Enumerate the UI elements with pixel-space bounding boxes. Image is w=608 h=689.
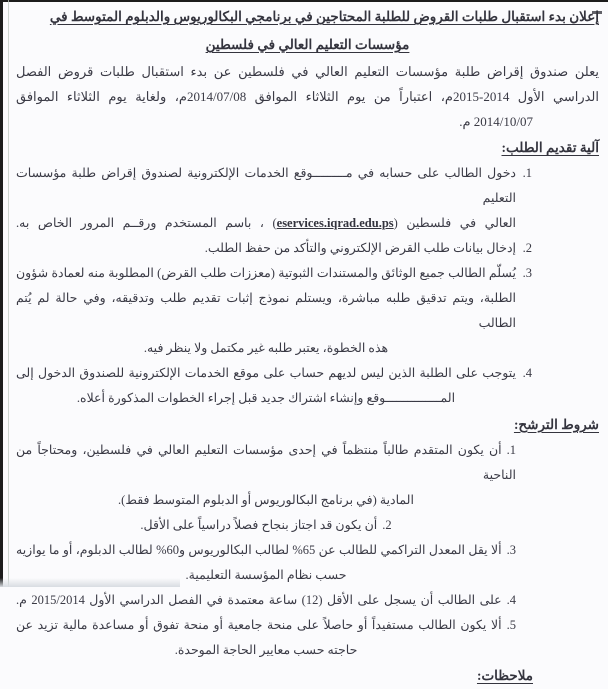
list-item-4 bbox=[16, 361, 532, 411]
list-item-3-line-3: هذه الخطوة، يعتبر طلبه غير مكتمل ولا ينظر فيه. bbox=[143, 341, 389, 355]
item-number: 3. bbox=[522, 266, 532, 280]
page-title-line-2: مؤسسات التعليم العالي في فلسطين bbox=[205, 37, 410, 52]
list-item-1-line-1: 1. دخول الطالب على حسابه في مـــــــــوقع الخدمات الإلكترونية لصندوق إقراض طلبة مؤسسات التعليم bbox=[16, 161, 516, 211]
condition-item-2 bbox=[16, 513, 516, 538]
item-number: 4. bbox=[522, 366, 532, 380]
list-item-3 bbox=[16, 261, 532, 361]
section-heading-mechanism: آلية تقديم الطلب: bbox=[501, 140, 599, 155]
condition-item-3-line-1: 3.ألا يقل المعدل التراكمي للطالب عن 65% لطالب البكالوريوس و60% لطالب الدبلوم، أو ما يوازيه bbox=[16, 543, 516, 557]
condition-item-5 bbox=[16, 613, 516, 663]
page-title-line-1: إعلان بدء استقبال طلبات القروض للطلبة المحتاجين في برنامجي البكالوريوس والدبلوم المتوسط في bbox=[49, 9, 599, 24]
condition-item-4 bbox=[16, 588, 516, 613]
eservices-link[interactable]: eservices.iqrad.edu.ps bbox=[276, 216, 394, 230]
list-item-1-line-2: العالي في فلسطين (eservices.iqrad.edu.ps) ، باسم المستخدم ورقــم المرور الخاص به. bbox=[16, 216, 516, 230]
item-number: 5. bbox=[506, 618, 516, 632]
condition-item-5-line-1: 5.ألا يكون الطالب مستفيداً أو حاصلاً على منحة جامعية أو منحة تفوق أو مساعدة مالية تزيد عن bbox=[16, 618, 516, 632]
intro-line-3-date: 2014/10/07 م. bbox=[459, 114, 533, 129]
list-item-4-line-2: المـــــــــــــــوقع وإنشاء اشتراك جديد قبل إجراء الخطوات المذكورة أعلاه. bbox=[76, 391, 456, 405]
footer-partial-heading: ملاحظات: bbox=[476, 668, 533, 683]
intro-line-2: الدراسي الأول 2014-2015م، اعتباراً من يوم الثلاثاء الموافق 2014/07/08م، ولغاية يوم الثلاثاء الموافق bbox=[16, 89, 600, 104]
list-item-2-line-1: 2. إدخال بيانات طلب القرض الإلكتروني والتأكد من حفظ الطلب. bbox=[16, 236, 516, 261]
item-number: 1. bbox=[522, 166, 532, 180]
list-item-4-line-1: 4. يتوجب على الطلبة الذين ليس لديهم حساب على موقع الخدمات الإلكترونية للصندوق الدخول إلى bbox=[16, 361, 516, 386]
condition-item-4-line-1: 4.على الطالب أن يسجل على الأقل (12) ساعة معتمدة في الفصل الدراسي الأول 2015/2014 م. bbox=[16, 593, 516, 607]
condition-item-3 bbox=[16, 538, 516, 588]
item-number: 2. bbox=[382, 518, 392, 532]
item-number: 4. bbox=[506, 593, 516, 607]
conditions-list bbox=[16, 438, 599, 663]
intro-line-1: يعلن صندوق إقراض طلبة مؤسسات التعليم العالي في فلسطين عن بدء استقبال طلبات قروض الفصل bbox=[16, 64, 599, 79]
list-item-1 bbox=[16, 161, 532, 236]
intro-paragraph bbox=[16, 59, 599, 134]
condition-item-2-line-1: 2.أن يكون قد اجتاز بنجاح فصلاً دراسياً على الأقل. bbox=[140, 518, 392, 532]
item-number: 1. bbox=[506, 443, 516, 457]
list-item-3-line-2: الطلبة، ويتم تدقيق طلبه مباشرة، ويستلم نموذج إثبات تقديم طلب وتدقيقه، وفي حالة لم يُتم الطالب bbox=[16, 291, 516, 330]
section-heading-conditions: شروط الترشح: bbox=[513, 417, 599, 432]
mechanism-list bbox=[16, 161, 599, 411]
item-number: 3. bbox=[506, 543, 516, 557]
item-number: 2. bbox=[522, 241, 532, 255]
page-title bbox=[16, 3, 599, 59]
condition-item-1 bbox=[16, 438, 516, 513]
condition-item-1-line-1: 1.أن يكون المتقدم طالباً منتظماً في إحدى مؤسسات التعليم العالي في فلسطين، ومحتاجاً من الناحية bbox=[16, 443, 516, 482]
condition-item-5-line-2: حاجته حسب معايير الحاجة الموحدة. bbox=[174, 643, 358, 657]
list-item-3-line-1: 3. يُسلّم الطالب جميع الوثائق والمستندات الثبوتية (معززات طلب القرض) المطلوبة منه لعمادة شؤون bbox=[16, 261, 516, 286]
list-item-2 bbox=[16, 236, 532, 261]
condition-item-3-line-2: حسب نظام المؤسسة التعليمية. bbox=[185, 568, 347, 582]
condition-item-1-line-2: المادية (في برنامج البكالوريوس أو الدبلوم المتوسط فقط). bbox=[118, 493, 414, 507]
